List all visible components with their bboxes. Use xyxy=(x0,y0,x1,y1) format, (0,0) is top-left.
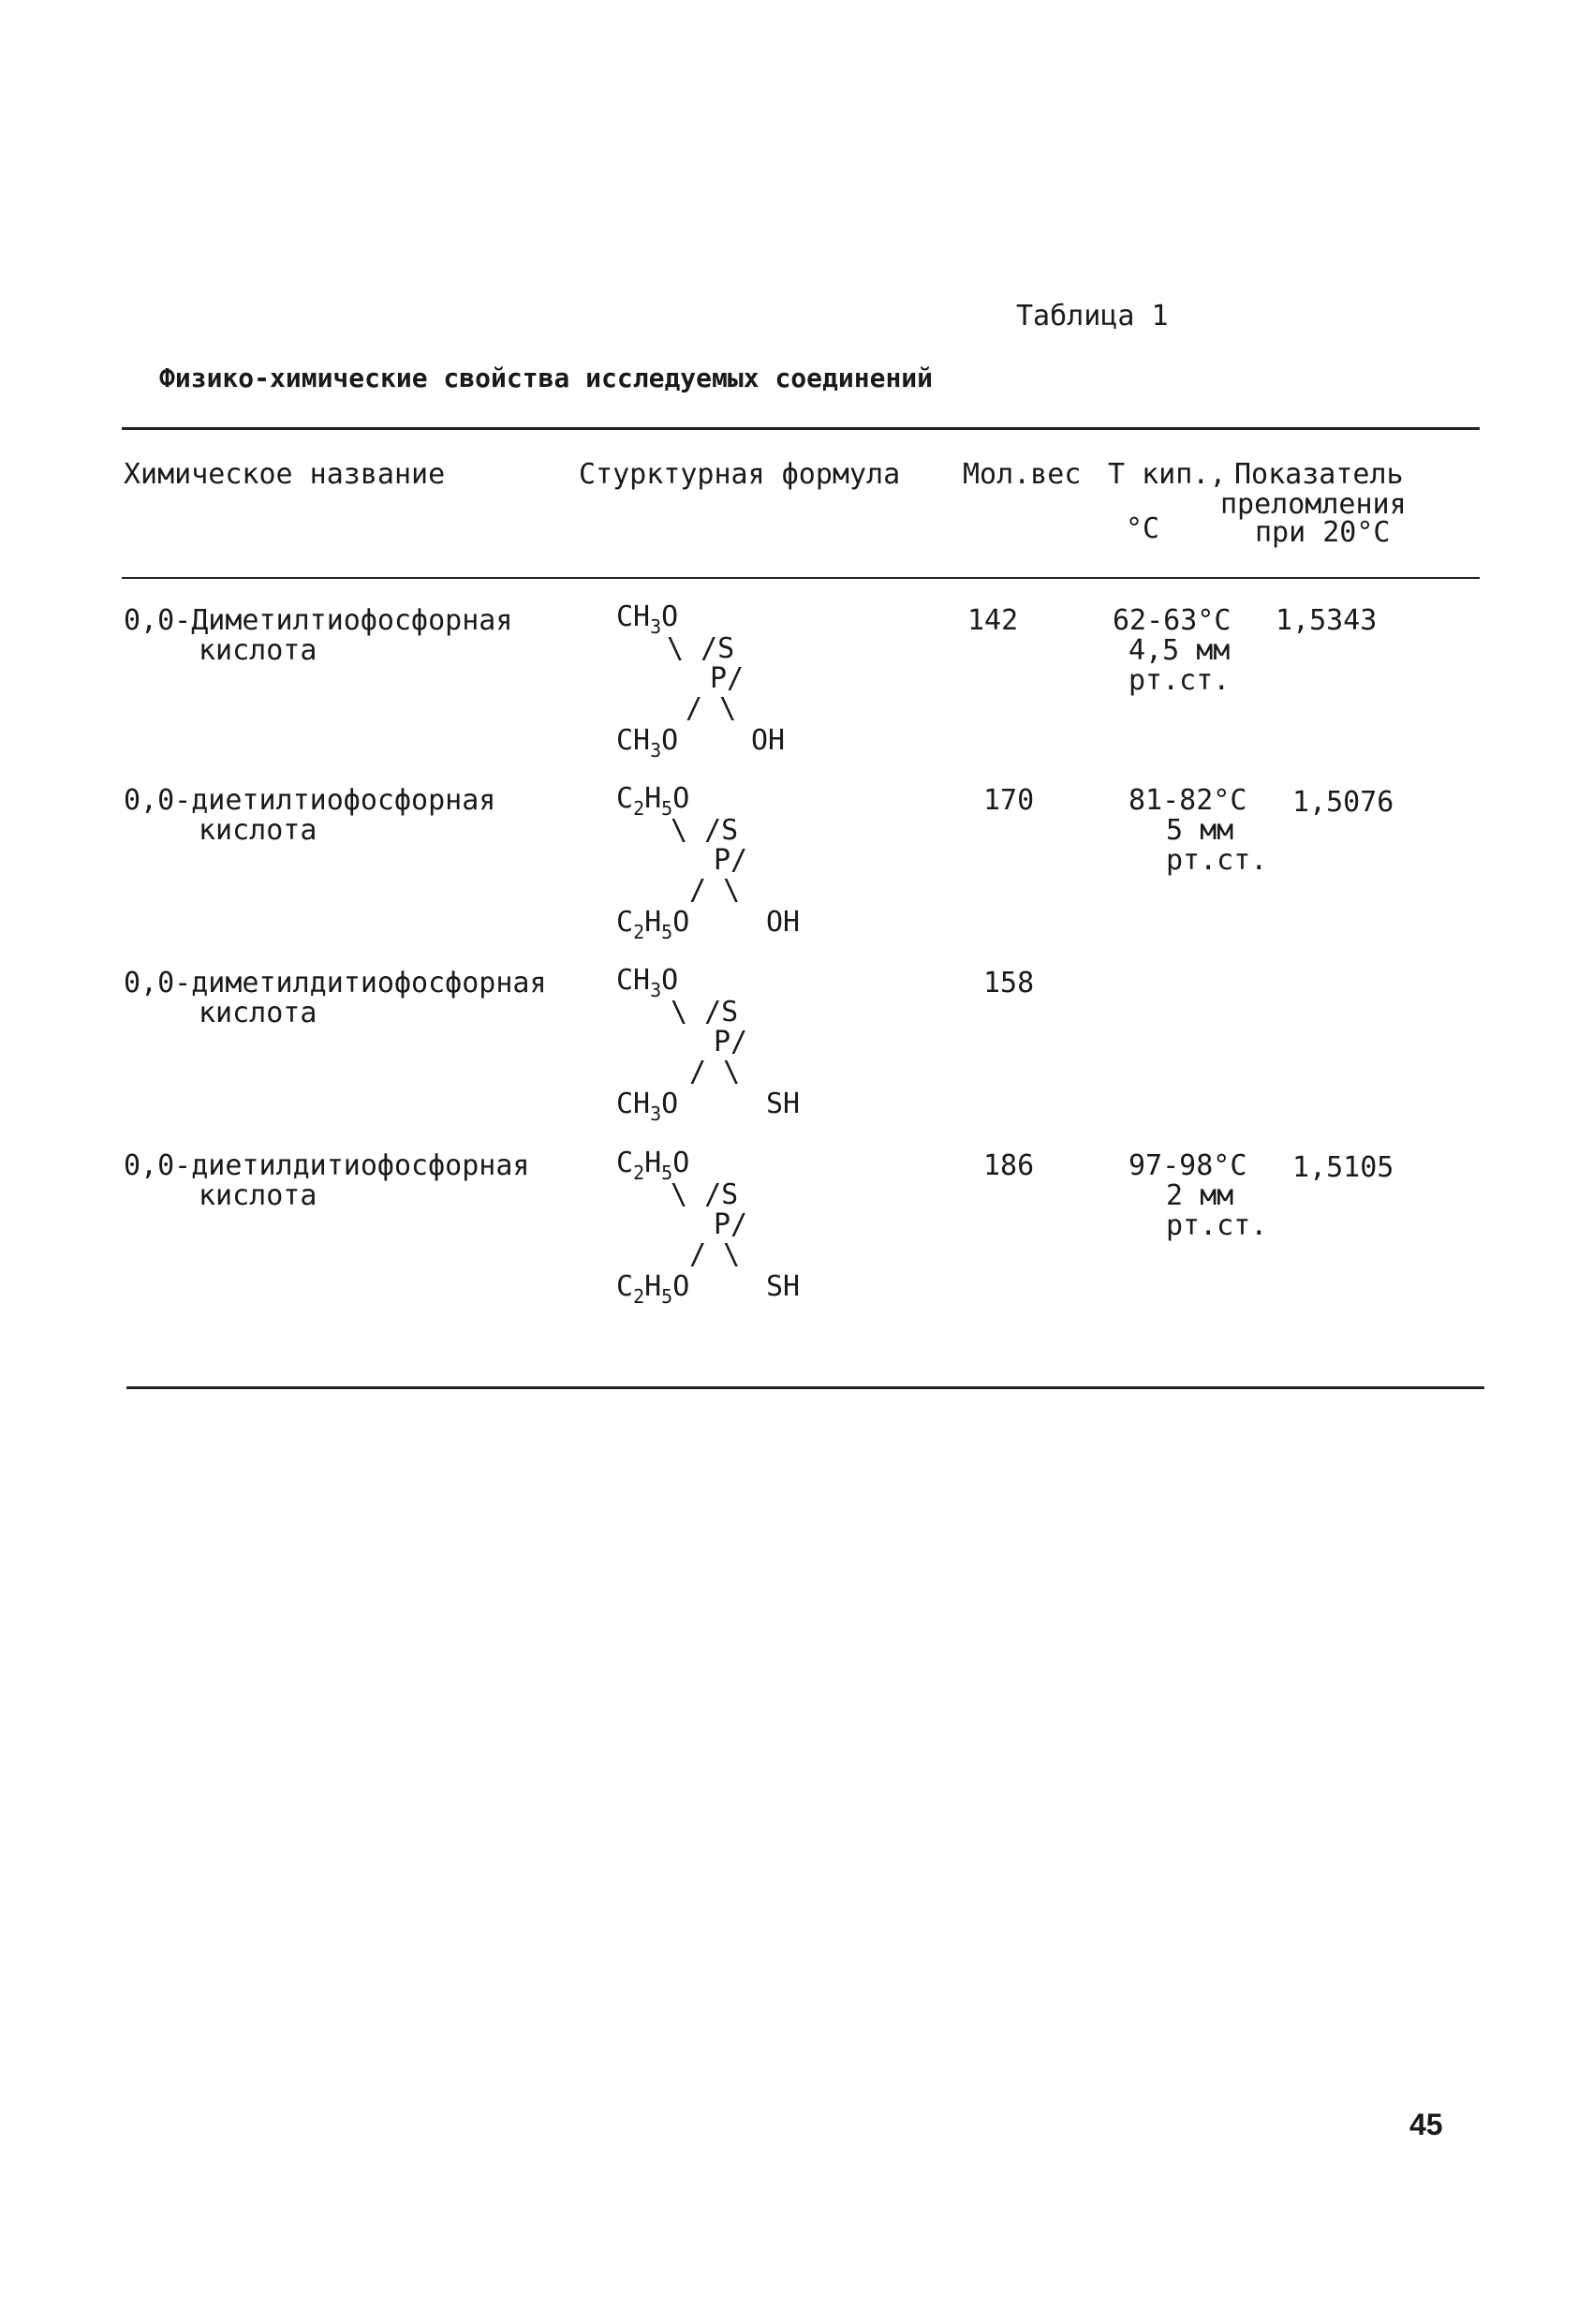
formula-acid-group: OH xyxy=(766,906,801,939)
table-caption: Таблица 1 xyxy=(1016,300,1169,333)
boiling-point: 97-98°C xyxy=(1128,1149,1247,1182)
page-number: 45 xyxy=(1409,2108,1443,2141)
formula-bond-top: \ /S xyxy=(671,814,739,847)
molecular-weight: 186 xyxy=(983,1149,1035,1182)
header-mw: Мол.вес xyxy=(963,458,1082,491)
refractive-index: 1,5076 xyxy=(1292,786,1394,819)
structural-formula xyxy=(616,783,832,942)
formula-thiol-group: SH xyxy=(766,1088,801,1120)
header-bp: Т кип., xyxy=(1108,458,1227,491)
formula-bottom-group: $CH_3O$ xyxy=(616,1088,679,1125)
compound-name: 0,0-диетилдитиофосфорная xyxy=(124,1149,530,1182)
formula-bottom-group: $C_2H_5O$ xyxy=(616,1270,690,1308)
formula-top-group: $C_2H_5O$ xyxy=(616,782,690,820)
boiling-pressure: 2 мм xyxy=(1166,1179,1234,1212)
header-bp-unit: °C xyxy=(1126,512,1160,545)
compound-name-cont: кислота xyxy=(199,814,317,847)
structural-formula xyxy=(616,965,832,1124)
header-formula: Стурктурная формула xyxy=(579,458,901,491)
structural-formula xyxy=(616,1147,832,1307)
header-bottom-rule xyxy=(122,577,1480,579)
boiling-point: 62-63°C xyxy=(1113,604,1232,637)
table-top-rule xyxy=(122,427,1480,430)
boiling-point: 81-82°C xyxy=(1128,784,1247,817)
molecular-weight: 170 xyxy=(983,784,1035,817)
boiling-pressure-unit: рт.ст. xyxy=(1166,844,1268,877)
compound-name-cont: кислота xyxy=(199,997,317,1029)
refractive-index: 1,5343 xyxy=(1276,604,1378,637)
structural-formula xyxy=(616,601,832,761)
molecular-weight: 158 xyxy=(983,967,1035,999)
formula-bond-bottom: / \ xyxy=(686,692,737,725)
formula-phosphorus: P/ xyxy=(714,1208,748,1241)
formula-thiol-group: SH xyxy=(766,1270,801,1303)
refractive-index: 1,5105 xyxy=(1292,1151,1394,1184)
boiling-pressure-unit: рт.ст. xyxy=(1166,1209,1268,1242)
molecular-weight: 142 xyxy=(967,604,1019,637)
formula-phosphorus: P/ xyxy=(710,662,745,695)
formula-bond-top: \ /S xyxy=(671,996,739,1029)
formula-acid-group: OH xyxy=(751,724,786,757)
formula-phosphorus: P/ xyxy=(714,844,748,877)
formula-bond-bottom: / \ xyxy=(689,1238,741,1271)
compound-name-cont: кислота xyxy=(199,1179,317,1212)
header-name: Химическое название xyxy=(124,458,446,491)
formula-bond-top: \ /S xyxy=(671,1178,739,1211)
compound-name: 0,0-диметилдитиофосфорная xyxy=(124,967,547,999)
boiling-pressure-unit: рт.ст. xyxy=(1128,664,1231,697)
boiling-pressure: 4,5 мм xyxy=(1128,634,1231,667)
formula-top-group: $CH_3O$ xyxy=(616,964,679,1001)
formula-bond-top: \ /S xyxy=(667,632,735,665)
formula-top-group: $C_2H_5O$ xyxy=(616,1147,690,1184)
formula-top-group: $CH_3O$ xyxy=(616,600,679,638)
formula-bottom-group: $C_2H_5O$ xyxy=(616,906,690,943)
boiling-pressure: 5 мм xyxy=(1166,814,1234,847)
header-ri-line2: преломления xyxy=(1220,488,1407,521)
table-title: Физико-химические свойства исследуемых соединений xyxy=(159,363,934,393)
header-ri-line1: Показатель xyxy=(1234,458,1404,491)
formula-bond-bottom: / \ xyxy=(689,874,741,907)
compound-name-cont: кислота xyxy=(199,634,317,667)
header-ri-line3: при 20°C xyxy=(1255,516,1391,549)
compound-name: 0,0-Диметилтиофосфорная xyxy=(124,604,513,637)
formula-bond-bottom: / \ xyxy=(689,1056,741,1088)
compound-name: 0,0-диетилтиофосфорная xyxy=(124,784,496,817)
table-bottom-rule xyxy=(126,1386,1484,1389)
formula-phosphorus: P/ xyxy=(714,1026,748,1058)
formula-bottom-group: $CH_3O$ xyxy=(616,724,679,762)
